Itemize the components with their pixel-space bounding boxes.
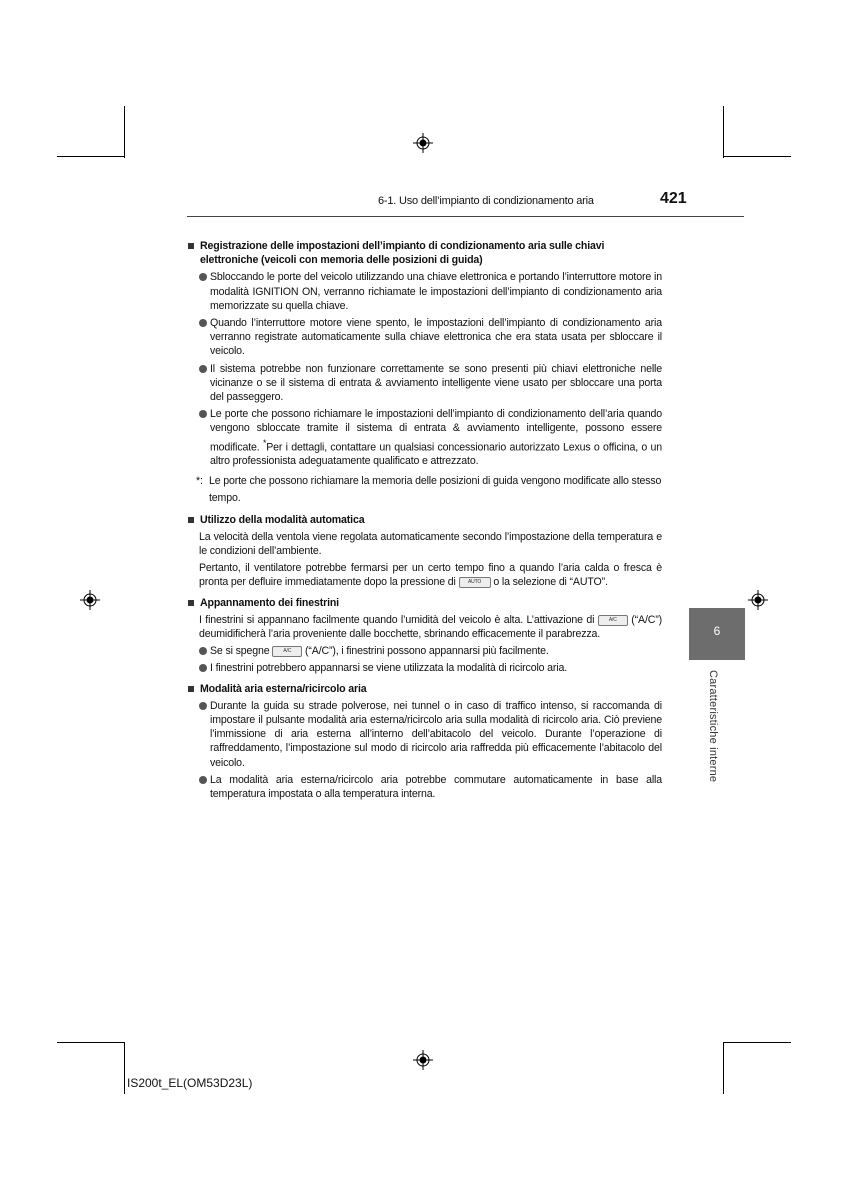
section-title: Modalità aria esterna/ricircolo aria bbox=[200, 682, 367, 695]
section-heading bbox=[187, 682, 662, 696]
paragraph bbox=[187, 561, 662, 589]
list-item bbox=[187, 316, 662, 359]
section-title: Utilizzo della modalità automatica bbox=[200, 513, 365, 526]
crop-mark bbox=[124, 1042, 125, 1094]
list-item bbox=[187, 773, 662, 801]
crop-mark bbox=[723, 1042, 724, 1094]
header-divider bbox=[187, 216, 744, 217]
crop-mark bbox=[124, 106, 125, 158]
list-item-text bbox=[210, 407, 662, 468]
footnote-reference: * bbox=[262, 437, 267, 448]
text-run: o la selezione di “AUTO”. bbox=[493, 576, 608, 589]
crop-mark bbox=[723, 156, 791, 157]
text-run: Per i dettagli, contattare un qualsiasi concessionario autorizzato Lexus o officina, o un altro professionista adeguatamente qualificato e attrezzato. bbox=[210, 441, 663, 468]
list-item-text: Durante la guida su strade polverose, nei tunnel o in caso di traffico intenso, si raccomanda di impostare il pulsante modalità aria esterna/ricircolo aria sulla modalità di ricircolo aria. Ciò previene l’immissione di aria esterna all’interno dell’abitacolo del veicolo. Durante l’operazione di raffreddamento, l’impostazione sul modo di ricircolo aria raffredda più efficacemente l’abitacolo del veicolo. bbox=[210, 699, 662, 769]
crop-mark bbox=[723, 106, 724, 158]
circle-bullet-icon bbox=[199, 702, 207, 710]
registration-mark-icon bbox=[413, 133, 433, 153]
circle-bullet-icon bbox=[199, 319, 207, 327]
page-number: 421 bbox=[660, 190, 687, 207]
text-run: Le porte che possono richiamare le impostazioni dell’impianto di condizionamento dell’aria quando vengono sbloccate tramite il sistema di entrata & avviamento intelligente, possono essere modificate. bbox=[210, 408, 662, 454]
text-run: (“A/C”), i finestrini possono appannarsi più facilmente. bbox=[305, 645, 549, 658]
list-item-text: La modalità aria esterna/ricircolo aria potrebbe commutare automaticamente in base alla temperatura impostata o alla temperatura interna. bbox=[210, 773, 662, 801]
text-run: Pertanto, il ventilatore potrebbe fermarsi per un certo tempo fino a quando l’aria calda o fresca è pronta per defluire immediatamente dopo la pressione di bbox=[199, 562, 662, 589]
list-item bbox=[187, 644, 662, 658]
crop-mark bbox=[57, 156, 125, 157]
text-run: I finestrini si appannano facilmente quando l’umidità del veicolo è alta. L’attivazione di bbox=[199, 613, 595, 626]
section-heading bbox=[187, 596, 662, 610]
footnote bbox=[187, 473, 662, 507]
list-item bbox=[187, 270, 662, 313]
list-item-text: Quando l’interruttore motore viene spento, le impostazioni dell’impianto di condizionamento aria verranno registrate automaticamente sulla chiave elettronica che era stata usata per sbloccare il veicolo. bbox=[210, 317, 662, 358]
square-bullet-icon bbox=[188, 686, 194, 692]
registration-mark-icon bbox=[80, 590, 100, 610]
list-item bbox=[187, 407, 662, 468]
section-heading bbox=[187, 239, 662, 267]
section-header-title: 6-1. Uso dell’impianto di condizionamento aria bbox=[378, 195, 594, 207]
auto-button-icon: AUTO bbox=[459, 577, 491, 588]
list-item bbox=[187, 699, 662, 770]
chapter-tab[interactable] bbox=[689, 608, 745, 660]
footnote-text: Le porte che possono richiamare la memoria delle posizioni di guida vengono modificate allo stesso tempo. bbox=[209, 474, 662, 504]
paragraph: La velocità della ventola viene regolata automaticamente secondo l’impostazione della temperatura e le condizioni dell’ambiente. bbox=[199, 530, 662, 557]
list-item-text: Il sistema potrebbe non funzionare correttamente se sono presenti più chiavi elettroniche nelle vicinanze o se il sistema di entrata & avviamento intelligente viene usato per sbloccare una porta del passeggero. bbox=[210, 362, 662, 404]
circle-bullet-icon bbox=[199, 410, 207, 418]
section-title: Appannamento dei finestrini bbox=[200, 596, 339, 609]
list-item-text bbox=[210, 644, 662, 658]
ac-button-icon: A/C bbox=[598, 615, 628, 626]
paragraph bbox=[187, 613, 662, 641]
chapter-number: 6 bbox=[713, 624, 721, 638]
square-bullet-icon bbox=[188, 517, 194, 523]
list-item bbox=[187, 362, 662, 405]
text-run: Se si spegne bbox=[210, 645, 270, 658]
crop-mark bbox=[723, 1042, 791, 1043]
square-bullet-icon bbox=[188, 243, 194, 249]
circle-bullet-icon bbox=[199, 273, 207, 281]
circle-bullet-icon bbox=[199, 664, 207, 672]
list-item bbox=[187, 661, 662, 675]
registration-mark-icon bbox=[748, 590, 768, 610]
footnote-mark: *: bbox=[196, 474, 203, 487]
registration-mark-icon bbox=[413, 1050, 433, 1070]
square-bullet-icon bbox=[188, 600, 194, 606]
main-content bbox=[187, 239, 662, 801]
document-code: IS200t_EL(OM53D23L) bbox=[127, 1076, 253, 1090]
list-item-text: Sbloccando le porte del veicolo utilizzando una chiave elettronica e portando l’interruttore motore in modalità IGNITION ON, verranno richiamate le impostazioni dell’impianto di condizionamento aria memorizzate su quella chiave. bbox=[210, 271, 662, 312]
circle-bullet-icon bbox=[199, 365, 207, 373]
chapter-label: Caratteristiche interne bbox=[707, 670, 719, 783]
crop-mark bbox=[57, 1042, 125, 1043]
text-run: (“A/C”) deumidificherà l’aria proveniente dalle bocchette, sbrinando efficacemente il parabrezza. bbox=[199, 613, 663, 640]
circle-bullet-icon bbox=[199, 647, 207, 655]
list-item-text: I finestrini potrebbero appannarsi se viene utilizzata la modalità di ricircolo aria. bbox=[210, 662, 568, 675]
section-title: Registrazione delle impostazioni dell’impianto di condizionamento aria sulle chiavi elettroniche (veicoli con memoria delle posizioni di guida) bbox=[200, 240, 605, 267]
circle-bullet-icon bbox=[199, 776, 207, 784]
section-heading bbox=[187, 513, 662, 527]
ac-button-icon: A/C bbox=[272, 646, 302, 657]
